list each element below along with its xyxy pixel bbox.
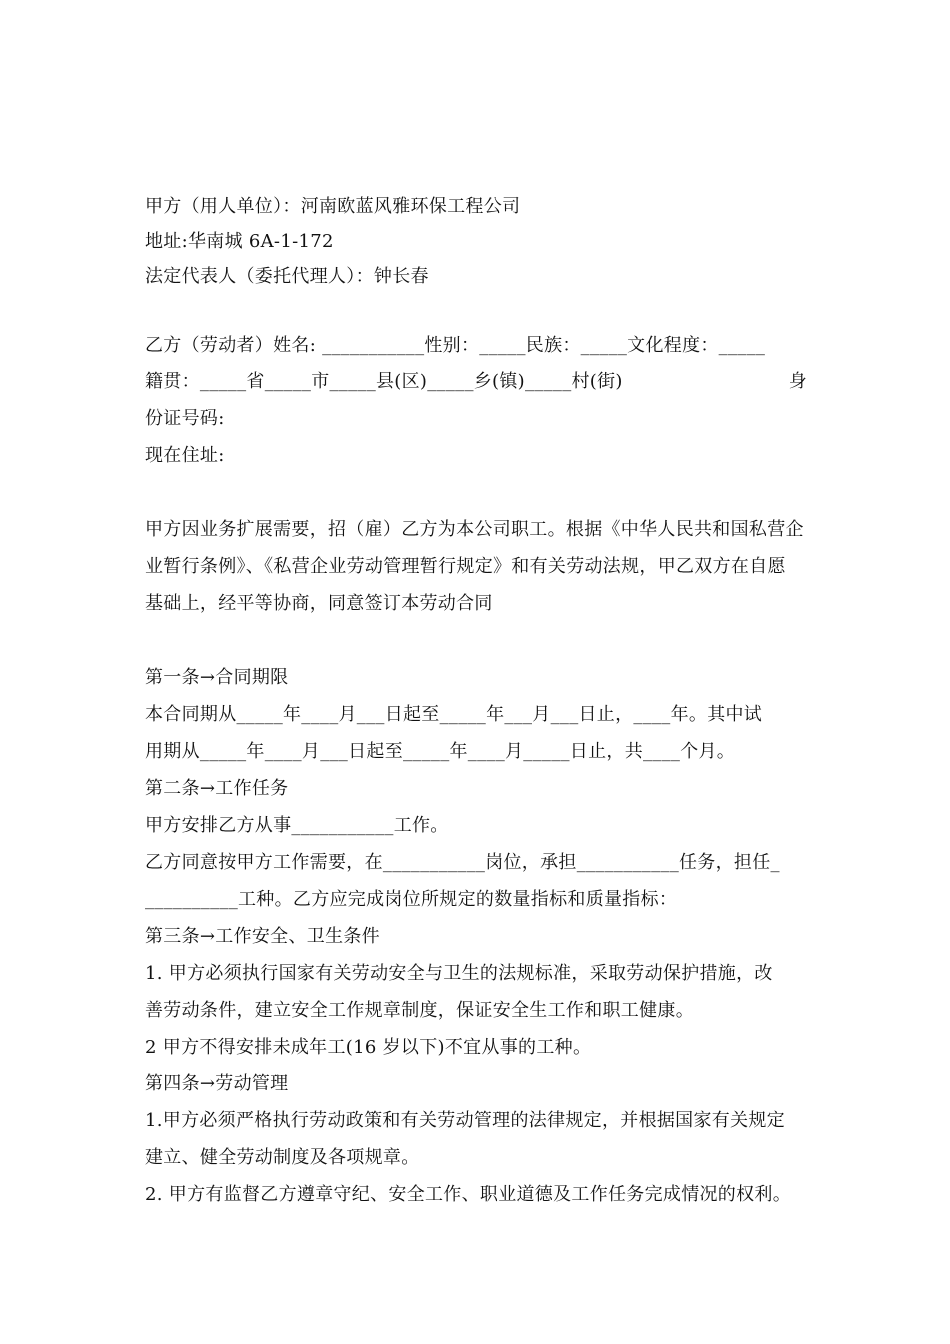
current-address-line: 现在住址:	[145, 445, 225, 466]
intro-line-1: 甲方因业务扩展需要，招（雇）乙方为本公司职工。根据《中华人民共和国私营企	[145, 519, 804, 540]
intro-line-3: 基础上，经平等协商，同意签订本劳动合同	[145, 593, 493, 614]
legal-rep-line: 法定代表人（委托代理人）：钟长春	[145, 266, 429, 287]
article-3-line-2: 善劳动条件，建立安全工作规章制度，保证安全生工作和职工健康。	[145, 1000, 694, 1021]
article-1-line-2: 用期从_____年____月___日起至_____年____月_____日止，共____个月。	[145, 741, 736, 762]
article-2-line-2: 乙方同意按甲方工作需要，在___________岗位，承担___________任务，担任_	[145, 852, 780, 873]
intro-line-2: 业暂行条例》、《私营企业劳动管理暂行规定》和有关劳动法规，甲乙双方在自愿	[145, 556, 786, 577]
article-2-line-3: __________工种。乙方应完成岗位所规定的数量指标和质量指标：	[145, 889, 678, 910]
native-place-text: 籍贯：_____省_____市_____县(区)_____乡(镇)_____村(街)	[145, 371, 623, 392]
article-3-line-3: 2 甲方不得安排未成年工(16 岁以下)不宜从事的工种。	[145, 1037, 592, 1058]
native-place-line	[145, 370, 807, 394]
article-2-title: 第二条→工作任务	[145, 778, 289, 799]
article-3-line-1: 1. 甲方必须执行国家有关劳动安全与卫生的法规标准，采取劳动保护措施，改	[145, 963, 773, 984]
article-2-line-1: 甲方安排乙方从事___________工作。	[145, 815, 449, 836]
article-4-line-3: 2. 甲方有监督乙方遵章守纪、安全工作、职业道德及工作任务完成情况的权利。	[145, 1184, 791, 1205]
article-3-title: 第三条→工作安全、卫生条件	[145, 926, 380, 947]
article-1-line-1: 本合同期从_____年____月___日起至_____年___月___日止，____年。其中试	[145, 704, 763, 725]
party-b-line: 乙方（劳动者）姓名: ___________性别：_____民族：_____文化程度：_____	[145, 335, 766, 356]
article-1-title: 第一条→合同期限	[145, 667, 289, 688]
party-a-line: 甲方（用人单位）：河南欧蓝风雅环保工程公司	[145, 196, 521, 217]
article-4-line-1: 1.甲方必须严格执行劳动政策和有关劳动管理的法律规定，并根据国家有关规定	[145, 1110, 785, 1131]
article-4-title: 第四条→劳动管理	[145, 1073, 289, 1094]
address-line: 地址:华南城 6A-1-172	[145, 231, 334, 252]
id-number-line: 份证号码:	[145, 408, 225, 429]
article-4-line-2: 建立、健全劳动制度及各项规章。	[145, 1147, 420, 1168]
native-place-tail: 身	[788, 371, 807, 392]
